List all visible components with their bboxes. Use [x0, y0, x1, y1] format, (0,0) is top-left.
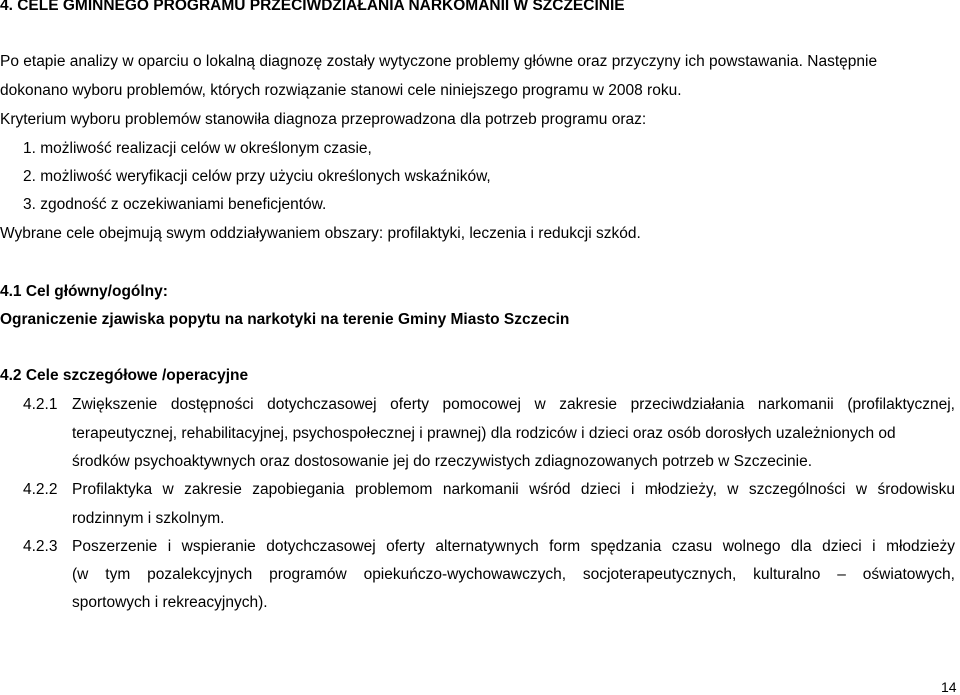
criteria-item: 2. możliwość weryfikacji celów przy użyciu określonych wskaźników, — [23, 168, 491, 185]
goal-text-line: środków psychoaktywnych oraz dostosowanie jej do rzeczywistych zdiagnozowanych potrzeb w Szczecinie. — [72, 453, 813, 470]
page-number: 14 — [941, 679, 957, 695]
goal-number: 4.2.3 — [23, 538, 58, 555]
goal-text-line: Zwiększenie dostępności dotychczasowej oferty pomocowej w zakresie przeciwdziałania narkomanii (profilaktycznej, — [72, 396, 955, 413]
criteria-item: 1. możliwość realizacji celów w określonym czasie, — [23, 140, 372, 157]
goal-text-line: rodzinnym i szkolnym. — [72, 510, 225, 527]
areas-text: Wybrane cele obejmują swym oddziaływaniem obszary: profilaktyki, leczenia i redukcji szkód. — [0, 225, 641, 242]
intro-line: Kryterium wyboru problemów stanowiła diagnoza przeprowadzona dla potrzeb programu oraz: — [0, 111, 647, 128]
section-heading: 4. CELE GMINNEGO PROGRAMU PRZECIWDZIAŁANIA NARKOMANII W SZCZECINIE — [0, 0, 625, 14]
main-goal-heading: 4.1 Cel główny/ogólny: — [0, 283, 168, 300]
goal-number: 4.2.1 — [23, 396, 58, 413]
goal-text-line: (w tym pozalekcyjnych programów opiekuńczo-wychowawczych, socjoterapeutycznych, kulturalno – oświatowych, — [72, 566, 955, 583]
goal-text-line: sportowych i rekreacyjnych). — [72, 594, 268, 611]
goal-number: 4.2.2 — [23, 481, 58, 498]
intro-line: dokonano wyboru problemów, których rozwiązanie stanowi cele niniejszego programu w 2008 roku. — [0, 82, 682, 99]
specific-goals-heading: 4.2 Cele szczegółowe /operacyjne — [0, 367, 249, 384]
criteria-item: 3. zgodność z oczekiwaniami beneficjentów. — [23, 196, 327, 213]
goal-text-line: Profilaktyka w zakresie zapobiegania problemom narkomanii wśród dzieci i młodzieży, w szczególności w środowisku — [72, 481, 955, 498]
intro-line: Po etapie analizy w oparciu o lokalną diagnozę zostały wytyczone problemy główne oraz przyczyny ich powstawania. Następnie — [0, 53, 878, 70]
goal-text-line: terapeutycznej, rehabilitacyjnej, psychospołecznej i prawnej) dla rodziców i dzieci oraz osób dorosłych uzależnionych od — [72, 425, 896, 442]
goal-text-line: Poszerzenie i wspieranie dotychczasowej oferty alternatywnych form spędzania czasu wolnego dla dzieci i młodzieży — [72, 538, 955, 555]
main-goal-text: Ograniczenie zjawiska popytu na narkotyki na terenie Gminy Miasto Szczecin — [0, 311, 570, 328]
